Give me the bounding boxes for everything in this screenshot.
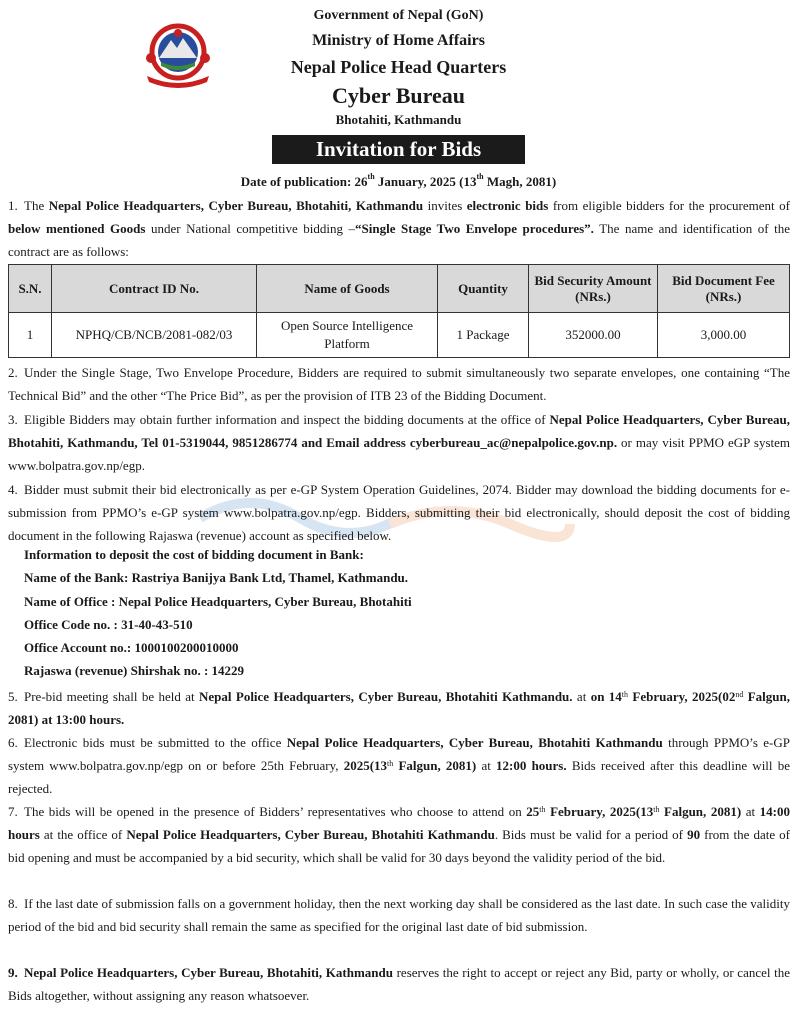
location: Bhotahiti, Kathmandu	[335, 112, 462, 127]
hq-name: Nepal Police Head Quarters	[290, 57, 507, 77]
cell-sn: 1	[9, 313, 52, 358]
clause-1: 1. The Nepal Police Headquarters, Cyber Bureau, Bhotahiti, Kathmandu invites electronic bids from eligible bidders for the procurement of below mentioned Goods under National competitive bidding –“Single Stage Two Envelope procedures”. The name and identification of the contract are as follows:	[8, 198, 790, 259]
cell-doc-fee: 3,000.00	[658, 313, 790, 358]
col-doc-fee: Bid Document Fee (NRs.)	[658, 265, 790, 313]
table-row	[9, 313, 790, 358]
bank-name: Name of the Bank: Rastriya Banijya Bank Ltd, Thamel, Kathmandu.	[24, 570, 409, 585]
clause-5: 5. Pre-bid meeting shall be held at Nepal Police Headquarters, Cyber Bureau, Bhotahiti Kathmandu. at on 14th February, 2025(02nd Falgun, 2081) at 13:00 hours.	[8, 689, 790, 727]
bank-account: Office Account no.: 1000100200010000	[24, 640, 239, 655]
bank-heading: Information to deposit the cost of bidding document in Bank:	[24, 547, 364, 562]
cell-bid-security: 352000.00	[529, 313, 658, 358]
table-header-row	[9, 265, 790, 313]
clause-2: 2. Under the Single Stage, Two Envelope Procedure, Bidders are required to submit simultaneously two separate envelopes, one containing “The Technical Bid” and the other “The Price Bid”, as per the provision of ITB 23 of the Bidding Document.	[8, 365, 790, 403]
col-quantity: Quantity	[438, 265, 529, 313]
col-bid-security: Bid Security Amount (NRs.)	[529, 265, 658, 313]
contract-table	[8, 264, 790, 358]
clause-8: 8. If the last date of submission falls on a government holiday, then the next working day shall be considered as the last date. In such case the validity period of the bid and bid security shall remain the same as specified for the original last date of bid submission.	[8, 896, 790, 934]
clause-6: 6. Electronic bids must be submitted to the office Nepal Police Headquarters, Cyber Bureau, Bhotahiti Kathmandu through PPMO’s e-GP system www.bolpatra.gov.np/egp on or before 25th February, 2025(13th Falgun, 2081) at 12:00 hours. Bids received after this deadline will be rejected.	[8, 735, 791, 796]
bank-shirshak: Rajaswa (revenue) Shirshak no. : 14229	[24, 663, 245, 678]
bank-office: Name of Office : Nepal Police Headquarters, Cyber Bureau, Bhotahiti	[24, 594, 412, 609]
clause-9: 9. Nepal Police Headquarters, Cyber Bureau, Bhotahiti, Kathmandu reserves the right to accept or reject any Bid, party or wholly, or cancel the Bids altogether, without assigning any reason whatsoever.	[8, 965, 790, 1003]
cell-goods: Open Source Intelligence Platform	[257, 313, 438, 358]
bureau-name: Cyber Bureau	[331, 83, 466, 108]
ministry-name: Ministry of Home Affairs	[312, 32, 485, 49]
cell-contract: NPHQ/CB/NCB/2081-082/03	[52, 313, 257, 358]
publication-date: Date of publication: 26th January, 2025 (13th Magh, 2081)	[240, 172, 557, 189]
col-sn: S.N.	[9, 265, 52, 313]
gov-name: Government of Nepal (GoN)	[313, 8, 484, 23]
bank-office-code: Office Code no. : 31-40-43-510	[24, 617, 193, 632]
clause-3: 3. Eligible Bidders may obtain further information and inspect the bidding documents at the office of Nepal Police Headquarters, Cyber Bureau, Bhotahiti, Kathmandu, Tel 01-5319044, 9851286774 and Email address cyberbureau_ac@nepalpolice.gov.np. or may visit PPMO eGP system www.bolpatra.gov.np/egp.	[8, 412, 791, 473]
cell-quantity: 1 Package	[438, 313, 529, 358]
notice-title: Invitation for Bids	[272, 135, 525, 164]
col-contract: Contract ID No.	[52, 265, 257, 313]
col-goods: Name of Goods	[257, 265, 438, 313]
clause-7: 7. The bids will be opened in the presence of Bidders’ representatives who choose to attend on 25th February, 2025(13th Falgun, 2081) at 14:00 hours at the office of Nepal Police Headquarters, Cyber Bureau, Bhotahiti Kathmandu. Bids must be valid for a period of 90 from the date of bid opening and must be accompanied by a bid security, which shall be valid for 30 days beyond the validity period of the bid.	[8, 804, 791, 865]
clause-4: 4. Bidder must submit their bid electronically as per e-GP System Operation Guidelines, 2074. Bidder may download the bidding documents for e-submission from PPMO’s e-GP system www.bolpatra.gov.np/egp. Bidders, submitting their bid electronically, should deposit the cost of bidding document in the following Rajaswa (revenue) account as specified below.	[8, 482, 790, 543]
